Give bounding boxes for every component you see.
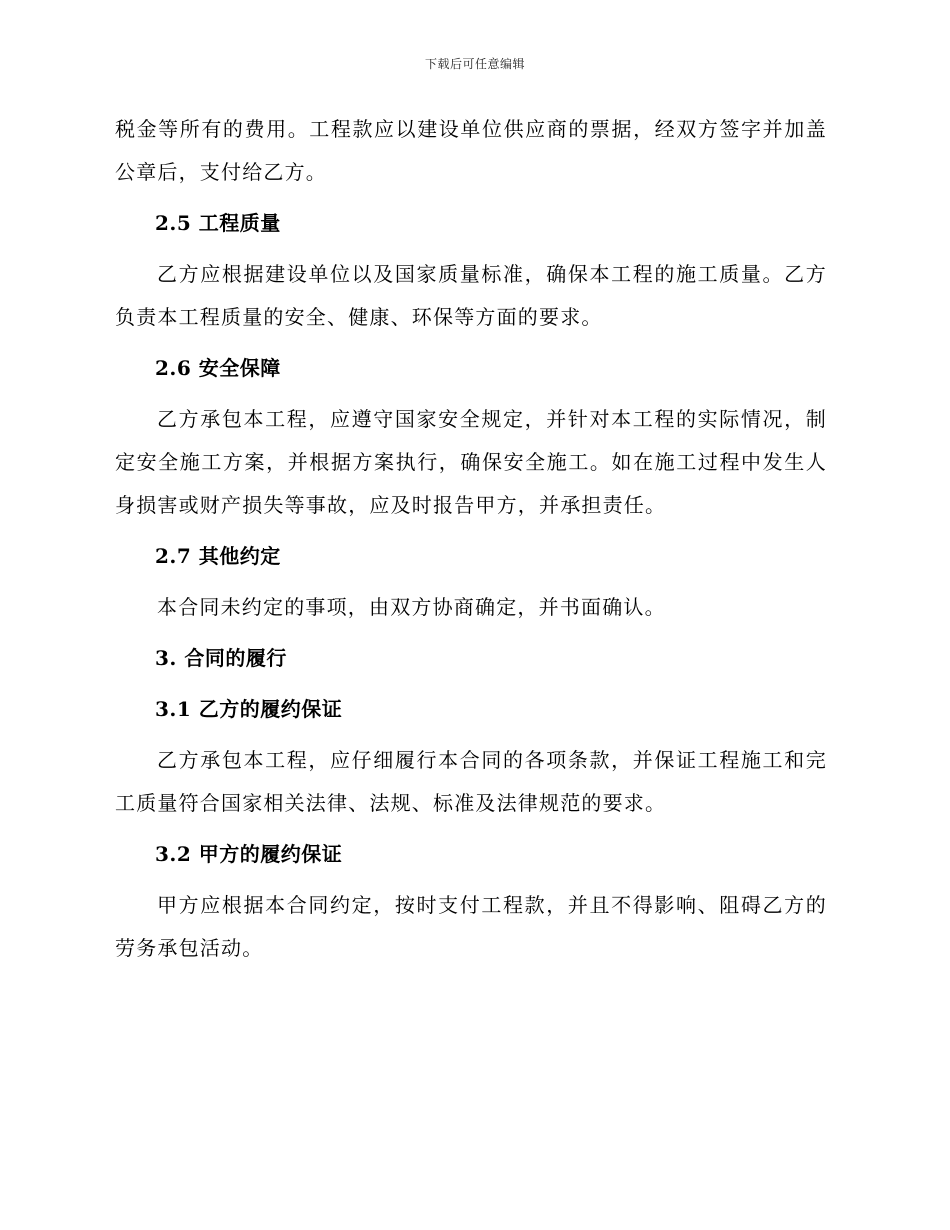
heading-2-6-safety: 2.6 安全保障 (155, 356, 281, 380)
heading-2-7-other: 2.7 其他约定 (155, 544, 281, 568)
paragraph-party-a: 甲方应根据本合同约定，按时支付工程款，并且不得影响、阻碍乙方的劳务承包活动。 (115, 893, 827, 960)
document-body (115, 108, 827, 978)
paragraph-safety: 乙方承包本工程，应遵守国家安全规定，并针对本工程的实际情况，制定安全施工方案，并根据方案执行，确保安全施工。如在施工过程中发生人身损害或财产损失等事故，应及时报告甲方，并承担责任。 (115, 407, 827, 517)
paragraph-other: 本合同未约定的事项，由双方协商确定，并书面确认。 (157, 595, 666, 619)
heading-3-performance: 3. 合同的履行 (155, 646, 287, 670)
paragraph-fees-continued: 税金等所有的费用。工程款应以建设单位供应商的票据，经双方签字并加盖公章后，支付给乙方。 (115, 117, 827, 184)
page-header: 下载后可任意编辑 (424, 57, 525, 71)
heading-3-1-party-b: 3.1 乙方的履约保证 (155, 697, 343, 721)
heading-2-5-quality: 2.5 工程质量 (155, 211, 281, 235)
heading-3-2-party-a: 3.2 甲方的履约保证 (155, 842, 343, 866)
paragraph-party-b: 乙方承包本工程，应仔细履行本合同的各项条款，并保证工程施工和完工质量符合国家相关法律、法规、标准及法律规范的要求。 (115, 748, 827, 815)
paragraph-quality: 乙方应根据建设单位以及国家质量标准，确保本工程的施工质量。乙方负责本工程质量的安全、健康、环保等方面的要求。 (115, 262, 827, 329)
